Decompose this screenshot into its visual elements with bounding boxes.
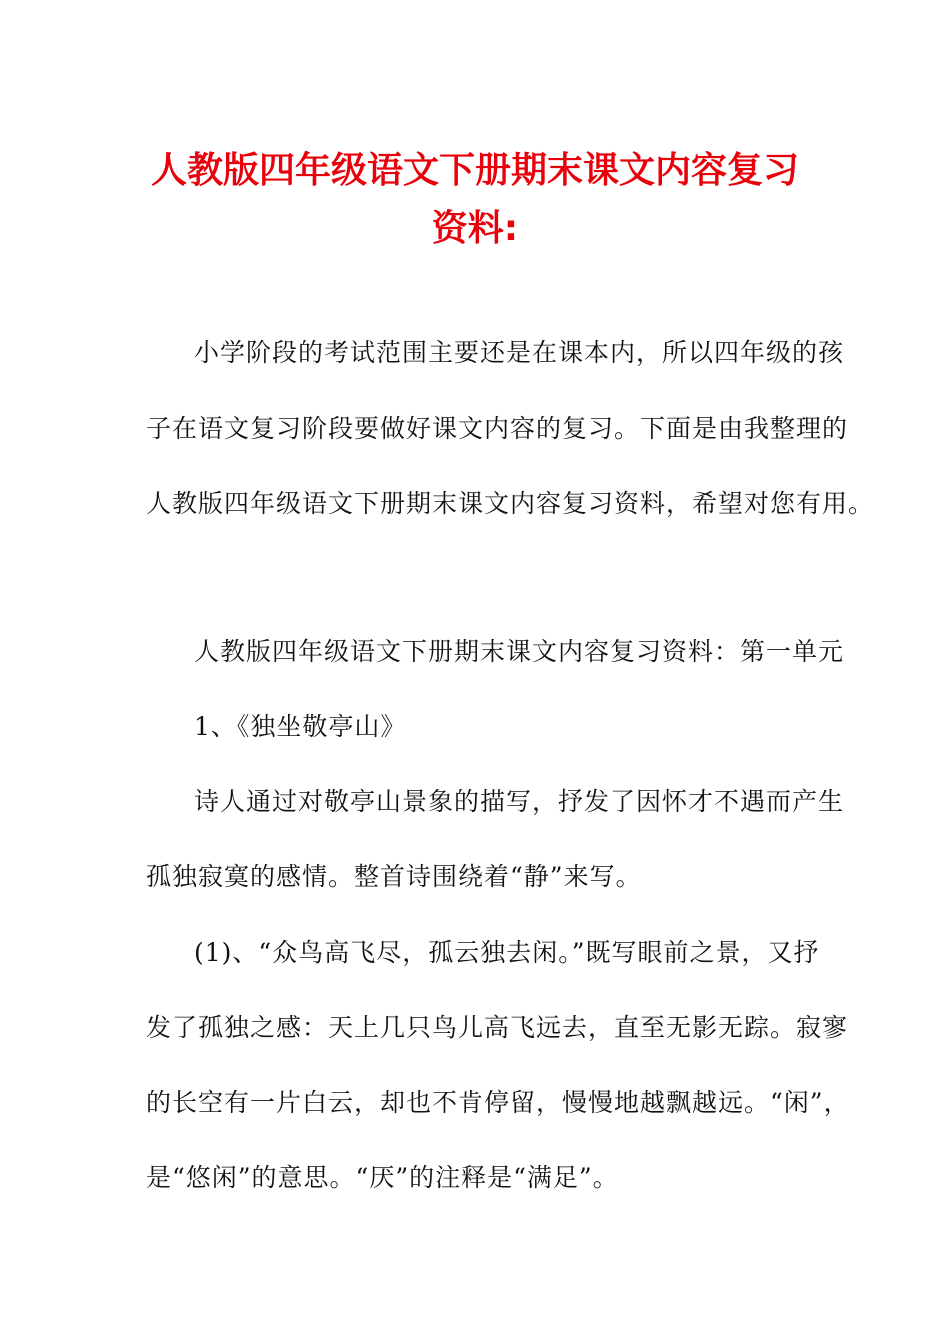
paragraph-line: 子在语文复习阶段要做好课文内容的复习。下面是由我整理的 — [146, 414, 849, 443]
section-heading: 人教版四年级语文下册期末课文内容复习资料：第一单元 — [194, 637, 845, 666]
paragraph-line: 人教版四年级语文下册期末课文内容复习资料，希望对您有用。 — [146, 489, 875, 518]
paragraph-line: 孤独寂寞的感情。整首诗围绕着“静”来写。 — [146, 862, 642, 891]
paragraph-line: 的长空有一片白云，却也不肯停留，慢慢地越飘越远。“闲”， — [146, 1088, 850, 1117]
paragraph-line: (1)、“众鸟高飞尽，孤云独去闲。”既写眼前之景，又抒 — [194, 938, 820, 967]
paragraph-line: 是“悠闲”的意思。“厌”的注释是“满足”。 — [146, 1163, 619, 1192]
paragraph-line: 发了孤独之感：天上几只鸟儿高飞远去，直至无影无踪。寂寥 — [146, 1013, 849, 1042]
document-title: 人教版四年级语文下册期末课文内容复习资料: — [150, 150, 799, 249]
paragraph-line: 小学阶段的考试范围主要还是在课本内，所以四年级的孩 — [194, 338, 845, 367]
paragraph-line: 诗人通过对敬亭山景象的描写，抒发了因怀才不遇而产生 — [194, 787, 845, 816]
lesson-heading: 1、《独坐敬亭山》 — [194, 712, 407, 741]
